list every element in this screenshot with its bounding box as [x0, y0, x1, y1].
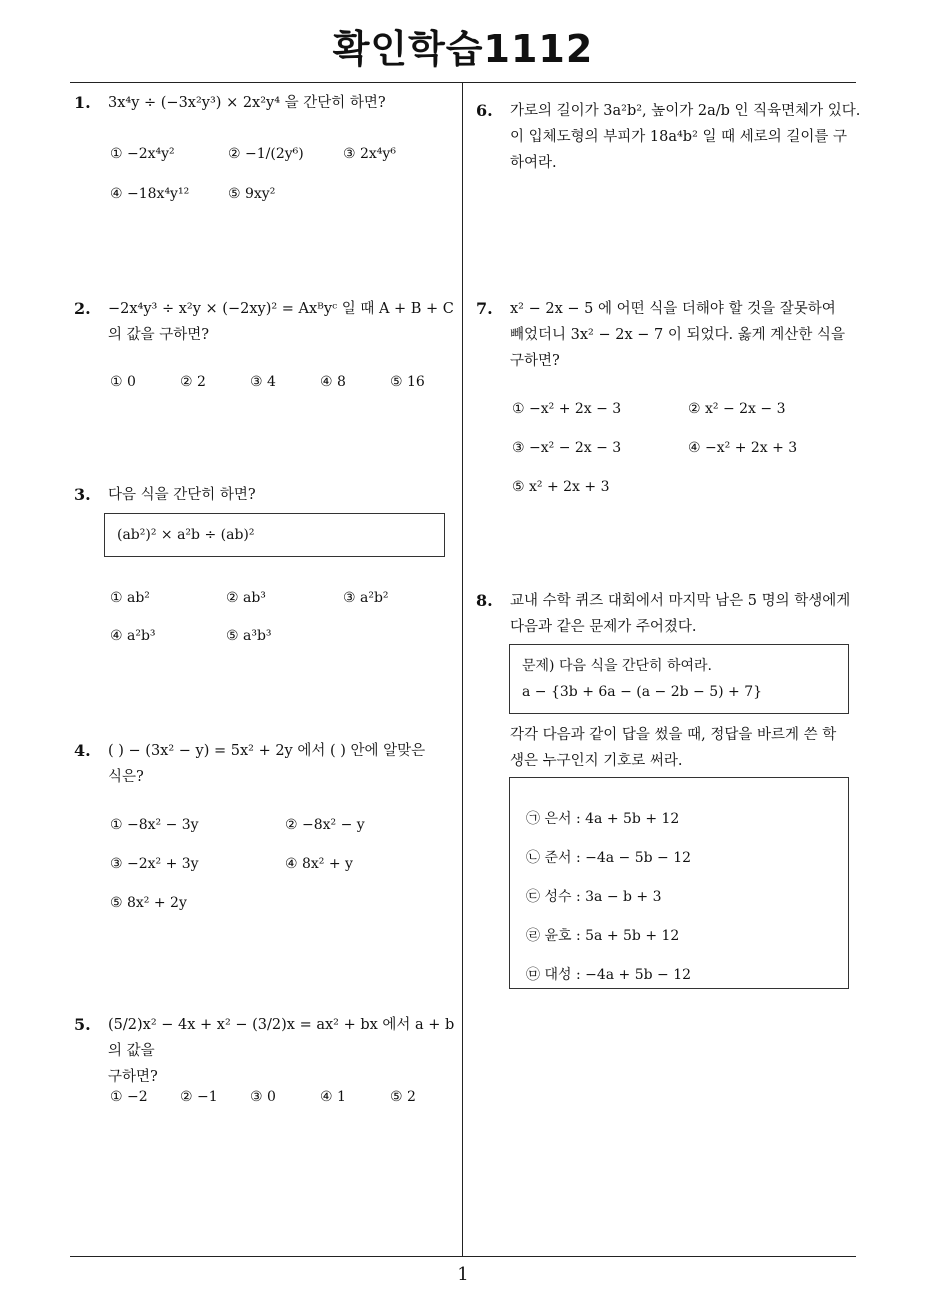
option-2[interactable]: ② ab³: [226, 590, 266, 606]
question-box-line-2: a − {3b + 6a − (a − 2b − 5) + 7}: [522, 684, 763, 700]
problem-stem-line-1: x² − 2x − 5 에 어떤 식을 더해야 할 것을 잘못하여: [510, 301, 836, 317]
problem-2: [74, 296, 459, 348]
option-3[interactable]: ③ −x² − 2x − 3: [512, 440, 622, 456]
option-5[interactable]: ⑤ a³b³: [226, 628, 272, 644]
question-box-line-1: 문제) 다음 식을 간단히 하여라.: [522, 658, 713, 674]
option-1[interactable]: ① −8x² − 3y: [110, 817, 199, 833]
page-title: 확인학습1112: [332, 27, 594, 71]
problem-3: [74, 482, 459, 508]
option-1[interactable]: ① ab²: [110, 590, 150, 606]
problem-stem-line-2: 식은?: [108, 769, 144, 785]
problem-number: 8.: [476, 591, 493, 610]
problem-number: 5.: [74, 1015, 91, 1034]
option-2[interactable]: ② −1/(2y⁶): [228, 146, 304, 162]
option-4[interactable]: ④ 8x² + y: [285, 856, 353, 872]
page-number: 1: [457, 1264, 469, 1285]
answer-2[interactable]: ㉡ 준서 : −4a − 5b − 12: [526, 850, 692, 866]
option-4[interactable]: ④ 1: [320, 1089, 346, 1105]
problem-stem-line-1: ( ) − (3x² − y) = 5x² + 2y 에서 ( ) 안에 알맞은: [108, 743, 426, 759]
problem-number: 1.: [74, 93, 91, 112]
option-5[interactable]: ⑤ 9xy²: [228, 186, 276, 202]
problem-number: 4.: [74, 741, 91, 760]
problem-5: [74, 1012, 459, 1090]
problem-number: 7.: [476, 299, 493, 318]
problem-stem-line-2: 의 값을 구하면?: [108, 327, 210, 343]
option-1[interactable]: ① 0: [110, 374, 136, 390]
expression-box: [104, 513, 445, 557]
problem-stem-line-3: 하여라.: [510, 155, 557, 171]
problem-8: [476, 588, 866, 640]
problem-stem-line-2: 이 입체도형의 부피가 18a⁴b² 일 때 세로의 길이를 구: [510, 129, 848, 145]
problem-stem-line-1: −2x⁴y³ ÷ x²y × (−2xy)² = Axᴮyᶜ 일 때 A + B + C: [108, 301, 454, 317]
option-3[interactable]: ③ −2x² + 3y: [110, 856, 199, 872]
problem-number: 3.: [74, 485, 91, 504]
option-1[interactable]: ① −2x⁴y²: [110, 146, 175, 162]
answer-5[interactable]: ㉤ 대성 : −4a + 5b − 12: [526, 967, 692, 983]
problem-number: 6.: [476, 101, 493, 120]
problem-stem-line-3: 구하면?: [510, 353, 560, 369]
answers-box: [509, 777, 849, 989]
option-4[interactable]: ④ 8: [320, 374, 346, 390]
option-2[interactable]: ② x² − 2x − 3: [688, 401, 786, 417]
option-5[interactable]: ⑤ x² + 2x + 3: [512, 479, 610, 495]
problem-stem-line-1: 교내 수학 퀴즈 대회에서 마지막 남은 5 명의 학생에게: [510, 593, 851, 609]
problem-6: [476, 98, 866, 176]
option-2[interactable]: ② −8x² − y: [285, 817, 365, 833]
top-rule: [70, 82, 856, 83]
option-2[interactable]: ② −1: [180, 1089, 218, 1105]
option-3[interactable]: ③ 2x⁴y⁶: [343, 146, 396, 162]
problem-number: 2.: [74, 299, 91, 318]
option-3[interactable]: ③ 4: [250, 374, 276, 390]
problem-stem: 다음 식을 간단히 하면?: [108, 487, 256, 503]
problem-stem-line-4: 생은 누구인지 기호로 써라.: [510, 753, 683, 769]
option-5[interactable]: ⑤ 2: [390, 1089, 416, 1105]
option-1[interactable]: ① −x² + 2x − 3: [512, 401, 622, 417]
problem-stem-line-1: 가로의 길이가 3a²b², 높이가 2a/b 인 직육면체가 있다.: [510, 103, 861, 119]
option-4[interactable]: ④ a²b³: [110, 628, 156, 644]
problem-stem-line-1: (5/2)x² − 4x + x² − (3/2)x = ax² + bx 에서 a + b 의 값을: [108, 1017, 455, 1059]
option-4[interactable]: ④ −18x⁴y¹²: [110, 186, 190, 202]
answer-3[interactable]: ㉢ 성수 : 3a − b + 3: [526, 889, 662, 905]
answer-4[interactable]: ㉣ 윤호 : 5a + 5b + 12: [526, 928, 680, 944]
column-divider: [462, 82, 463, 1256]
option-5[interactable]: ⑤ 16: [390, 374, 425, 390]
expression: (ab²)² × a²b ÷ (ab)²: [117, 527, 255, 543]
option-3[interactable]: ③ 0: [250, 1089, 276, 1105]
option-3[interactable]: ③ a²b²: [343, 590, 389, 606]
problem-1: [74, 90, 459, 116]
problem-stem-line-2: 빼었더니 3x² − 2x − 7 이 되었다. 옳게 계산한 식을: [510, 327, 845, 343]
problem-stem-line-2: 구하면?: [108, 1069, 158, 1085]
question-box: [509, 644, 849, 714]
problem-stem: 3x⁴y ÷ (−3x²y³) × 2x²y⁴ 을 간단히 하면?: [108, 95, 386, 111]
option-5[interactable]: ⑤ 8x² + 2y: [110, 895, 187, 911]
problem-stem-line-3: 각각 다음과 같이 답을 썼을 때, 정답을 바르게 쓴 학: [510, 727, 837, 743]
bottom-rule: [70, 1256, 856, 1257]
option-2[interactable]: ② 2: [180, 374, 206, 390]
answer-1[interactable]: ㉠ 은서 : 4a + 5b + 12: [526, 811, 680, 827]
problem-stem-line-2: 다음과 같은 문제가 주어졌다.: [510, 619, 697, 635]
problem-4: [74, 738, 459, 790]
option-1[interactable]: ① −2: [110, 1089, 148, 1105]
problem-8-continued: [476, 722, 866, 774]
option-4[interactable]: ④ −x² + 2x + 3: [688, 440, 798, 456]
problem-7: [476, 296, 866, 374]
